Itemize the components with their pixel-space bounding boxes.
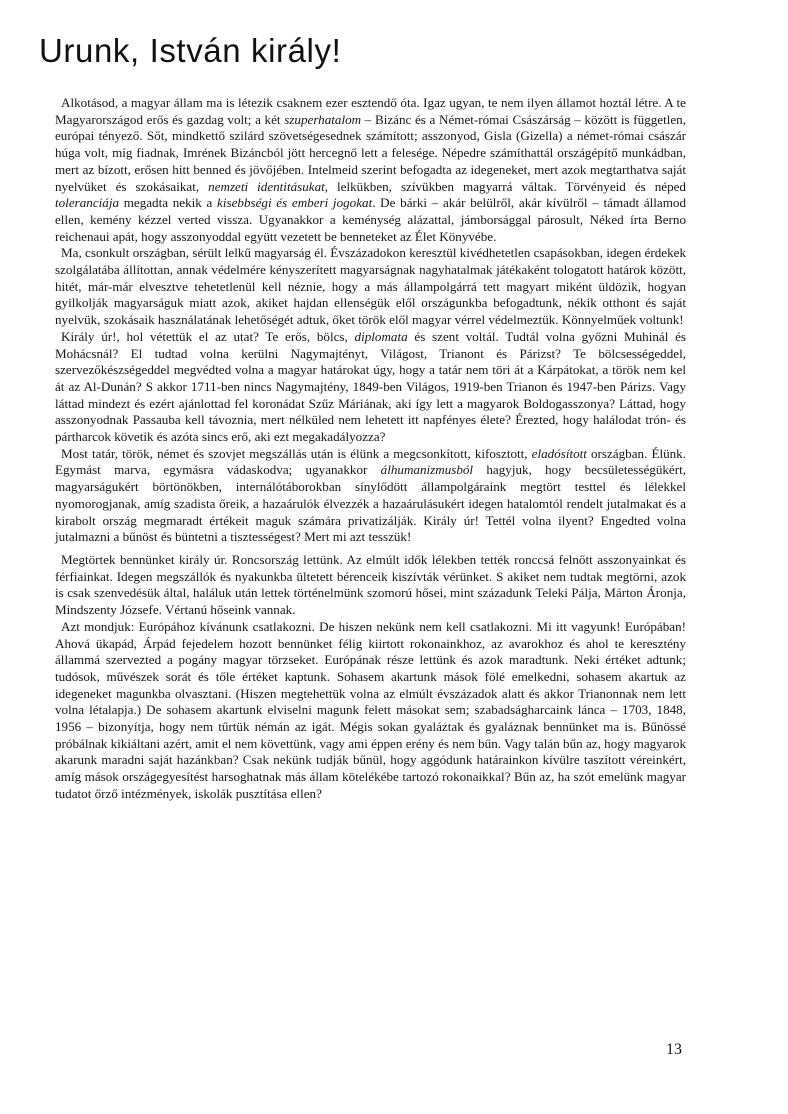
article-body	[55, 95, 686, 803]
paragraph-5: Megtörtek bennünket király úr. Roncsország lettünk. Az elmúlt idők lélekben tették ronccsá felnőtt asszonyainkat és férfiainkat. Idegen megszállók és nyakunkba ültetett bérenceik kiszívták vérünket. S akiket nem tudtak megtörni, azok is csak szenvedésük által, haláluk után lettek történelmünk szomorú hősei, mint századunk Teleki Pálja, Márton Áronja, Mindszenty Józsefe. Vértanú hőseink vannak.	[55, 551, 686, 618]
paragraph-4: Most tatár, török, német és szovjet megszállás után is élünk a megcsonkított, kifosztott, eladósított országban. Élünk. Egymást marva, egymásra vádaskodva; ugyanakkor álhumanizmusból hagyjuk, hogy becsületességükért, magyarságukért börtönökben, internálótáborokban sínylődött állampolgáraink megtört testtel és lélekkel nyomorogjanak, amíg szadista őreik, a hazaárulók élvezzék a hazaárulásukért idegen hatalomtól rendelt jutalmakat és a kirabolt ország megmaradt értékeit maguk számára privatizálják. Király úr! Tettél volna ilyent? Engedted volna jutalmazni a bűnöst és büntetni a tisztességest? Mert mi azt tesszük!	[55, 445, 687, 545]
paragraph-1: Alkotásod, a magyar állam ma is létezik csaknem ezer esztendő óta. Igaz ugyan, te nem ilyen államot hoztál létre. A te Magyarországod erős és gazdag volt; a két szuperhatalom – Bizánc és a Német-római Császárság – között is független, európai tényező. Sőt, mindkettő szilárd szövetségesednek számított; asszonyod, Gisla (Gizella) a német-római császár húga volt, míg fiadnak, Imrének Bizáncból jött hercegnő lett a felesége. Népedre számíthattál országépítő munkádban, mert az bízott, erősen hitt benned és jövőjében. Intelmeid szerint befogadta az idegeneket, mert azok megtarthatva saját nyelvüket és szokásaikat, nemzeti identitásukat, lelkükben, szívükben magyarrá váltak. Törvényeid és néped toleranciája megadta nekik a kisebbségi és emberi jogokat. De bárki – akár belülről, akár kívülről – támadt államod ellen, kemény kézzel verted vissza. Ugyanakkor a keménység alázattal, jámborsággal párosult, Néked írta Berno reichenaui apát, hogy asszonyoddal együtt vezetett be benneteket az Élet Könyvébe.	[55, 95, 687, 244]
paragraph-3: Király úr!, hol vétettük el az utat? Te erős, bölcs, diplomata és szent voltál. Tudtál volna győzni Muhinál és Mohácsnál? El tudtad volna kerülni Nagymajtényt, Világost, Trianont és Párizst? Te bölcsességeddel, szervezőkészségeddel megvédted volna a magyar határokat úgy, hogy a tatár nem töri át a Kárpátokat, a török nem kel át az Al-Dunán? S akkor 1711-ben nincs Nagymajtény, 1849-ben Világos, 1919-ben Trianon és 1947-ben Párizs. Vagy láttad mindezt és ezért ajánlottad fel koronádat Szűz Máriának, aki így lett a magyarok Boldogasszonya? Láttad, hogy asszonyodnak Passauba kell távoznia, mert nélküled nem lehetett itt napfényes élete? Érezted, hogy halálodat trón- és pártharcok követik és azóta sincs erő, aki ezt megakadályozza?	[55, 328, 687, 445]
page-number: 13	[666, 1041, 682, 1058]
page-title: Urunk, István király!	[39, 32, 342, 69]
paragraph-6: Azt mondjuk: Európához kívánunk csatlakozni. De hiszen nekünk nem kell csatlakozni. Mi itt vagyunk! Európában! Ahová ükapád, Árpád fejedelem hozott bennünket félig kiirtott rokonainkhoz, az avarokhoz és ahol te keresztény állammá szervezted a pogány magyar törzseket. Európának része lettünk és azok maradtunk. Neki értéket adtunk; tudósok, művészek sorát és tőle értéket kaptunk. Sohasem akartunk mások fölé emelkedni, sohasem akartuk az idegeneket magunkba olvasztani. (Hiszen megtehettük volna az elmúlt évszázadok alatt és akkor Trianonnak nem lett volna létalapja.) De sohasem akartunk elviselni magunk felett másokat sem; szabadságharcaink lánca – 1703, 1848, 1956 – bizonyítja, hogy nem tűrtük némán az igát. Mégis sokan gyaláztak és gyaláznak bennünket ma is. Bűnössé próbálnak kikiáltani azért, amit el nem követtünk, vagy ami éppen erény és nem bűn. Vagy talán bűn az, hogy magyarok akarunk maradni saját hazánkban? Csak nekünk tudják bűnül, hogy aggódunk határainkon kívülre taszított véreinkért, amíg mások országegyesítést harsoghatnak más állam kötelékébe tartozó rokonaikkal? Bűn az, ha szót emelünk magyar tudatot őrző intézmények, iskolák pusztítása ellen?	[55, 618, 686, 801]
paragraph-2: Ma, csonkult országban, sérült lelkű magyarság él. Évszázadokon keresztül kivédhetetlen csapásokban, idegen érdekek szolgálatába állítottan, annak védelmére kényszerített magyarságnak nagyhatalmak játékaként tologatott határok között, hitét, már-már elvesztve tehetetlenül kell néznie, hogy a más állampolgárrá tett magyart miként üldözik, hogyan gyilkolják magyarságuk miatt azok, akiket hajdan ellenségük elől országunkba befogadtunk, nékik otthont és saját nyelvük, szokásaik használatának lehetőségét adtuk, őket török elől magyar vérrel védelmeztük. Könnyelműek voltunk!	[55, 245, 686, 328]
